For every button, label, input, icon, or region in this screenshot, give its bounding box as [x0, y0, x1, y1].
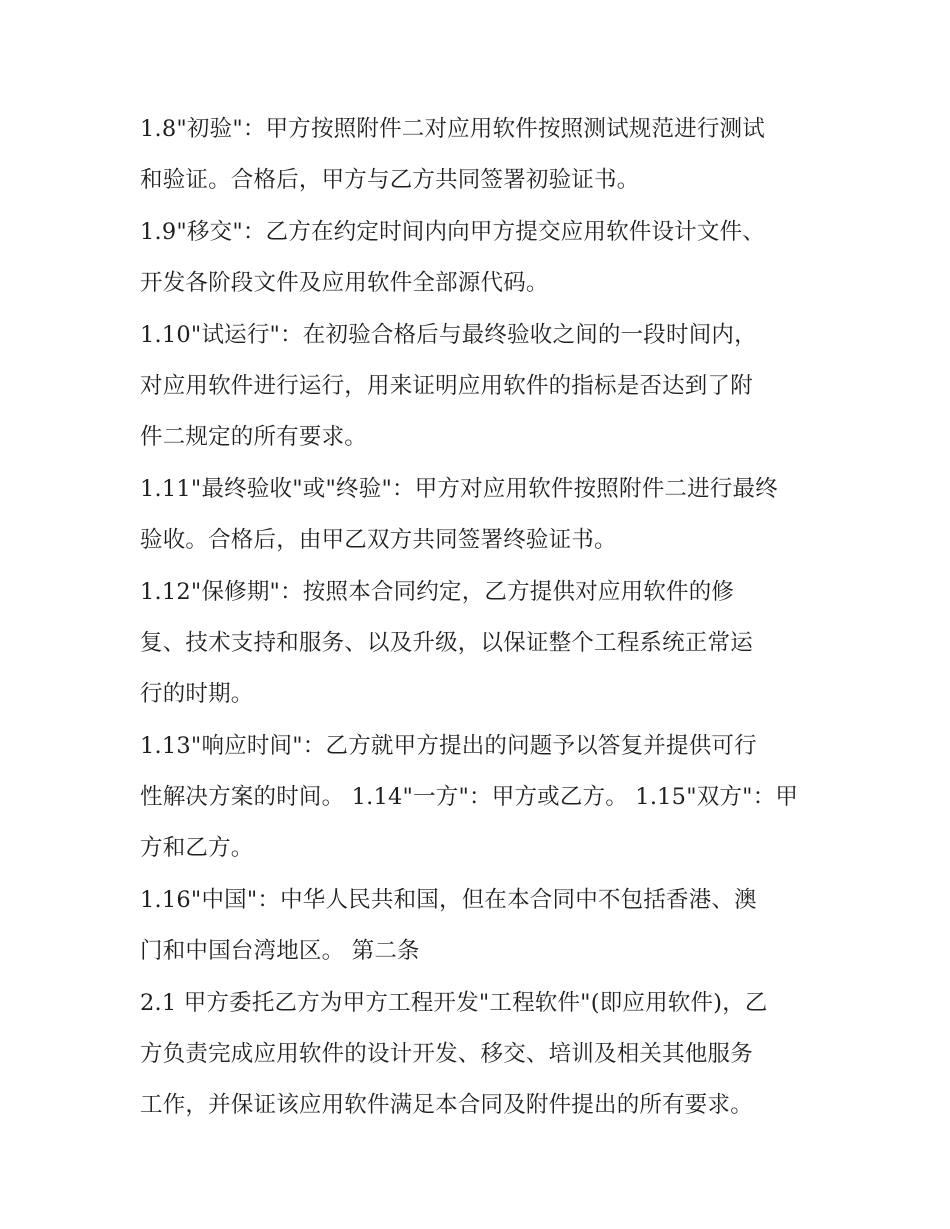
text-line: 1.9"移交"：乙方在约定时间内向甲方提交应用软件设计文件、 [140, 218, 765, 245]
text-line: 和验证。合格后，甲方与乙方共同签署初验证书。 [140, 167, 640, 194]
text-line: 件二规定的所有要求。 [140, 424, 368, 451]
text-line: 1.8"初验"：甲方按照附件二对应用软件按照测试规范进行测试 [140, 116, 765, 142]
text-line: 复、技术支持和服务、以及升级，以保证整个工程系统正常运 [140, 629, 753, 656]
text-line: 门和中国台湾地区。 第二条 [140, 938, 420, 965]
document-body [140, 104, 812, 1132]
text-line: 2.1 甲方委托乙方为甲方工程开发"工程软件"(即应用软件)，乙 [140, 989, 768, 1016]
text-line: 方和乙方。 [140, 835, 254, 862]
text-line: 对应用软件进行运行，用来证明应用软件的指标是否达到了附 [140, 372, 753, 399]
text-line: 行的时期。 [140, 681, 254, 708]
text-line: 1.13"响应时间"：乙方就甲方提出的问题予以答复并提供可行 [140, 732, 757, 759]
text-line: 开发各阶段文件及应用软件全部源代码。 [140, 270, 549, 297]
text-line: 1.11"最终验收"或"终验"：甲方对应用软件按照附件二进行最终 [140, 475, 778, 502]
text-line: 验收。合格后，由甲乙双方共同签署终验证书。 [140, 527, 617, 554]
text-line: 1.16"中国"：中华人民共和国，但在本合同中不包括香港、澳 [140, 886, 757, 913]
text-line: 工作，并保证该应用软件满足本合同及附件提出的所有要求。 [140, 1092, 753, 1119]
text-line: 1.10"试运行"：在初验合格后与最终验收之间的一段时间内， [140, 321, 757, 348]
text-line: 性解决方案的时间。 1.14"一方"：甲方或乙方。 1.15"双方"：甲 [140, 784, 799, 811]
text-line: 方负责完成应用软件的设计开发、移交、培训及相关其他服务 [140, 1041, 753, 1068]
text-line: 1.12"保修期"：按照本合同约定，乙方提供对应用软件的修 [140, 578, 735, 605]
